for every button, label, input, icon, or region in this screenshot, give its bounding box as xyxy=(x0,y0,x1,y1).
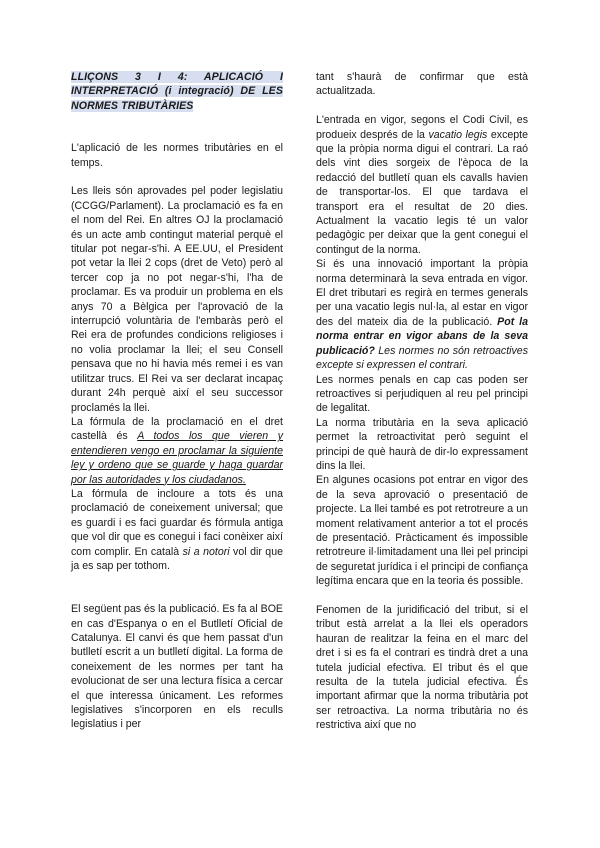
document-title: LLIÇONS 3 I 4: APLICACIÓ I INTERPRETACIÓ (i integració) DE LES NORMES TRIBUTÀRIES xyxy=(71,71,283,112)
paragraph-formula xyxy=(71,415,283,487)
intro-paragraph: L'aplicació de les normes tributàries en el temps. xyxy=(71,142,283,169)
innovation-italic: Les normes no són retroactives excepte si expressen el contrari. xyxy=(316,344,528,372)
entry-after: excepte que la pròpia norma digui el contrari. La raó dels vint dies sorgeix de l'època de la redacció del butlletí quan els cavalls havien de transportar-los. El que tardava el transport era el resultat de 20 dies. Actualment la vacatio legis té un valor pedagògic per deixar que la gent conegui el contingut de la norma. xyxy=(316,128,528,256)
formula-quote: A todos los que vieren y entendieren vengo en proclamar la siguiente ley y ordeno que se guarde y haga guardar por las autoridades y los ciudadanos. xyxy=(71,430,283,486)
entry-italic: vacatio legis xyxy=(428,128,488,141)
paragraph-universal xyxy=(71,487,283,573)
universal-italic: si a notori xyxy=(182,545,230,558)
entry-text: L'entrada en vigor, segons el Codi Civil, es produeix després de la xyxy=(316,114,528,141)
innovation-question: Pot la norma entrar en vigor abans de la seva publicació? xyxy=(316,315,529,357)
left-column xyxy=(71,70,283,732)
universal-after: vol dir que ja es sap per tothom. xyxy=(71,545,283,572)
universal-text: La fórmula de incloure a tots és una proclamació de coneixement universal; que es guardi i es faci guardar és fórmula antiga que vol dir que es conegui i faci conèixer així com complir. En català xyxy=(71,487,283,558)
paragraph-proclamation: Les lleis són aprovades pel poder legislatiu (CCGG/Parlament). La proclamació es fa en el nom del Rei. En altres OJ la proclamació és un acte amb contingut material perquè el titular pot negar-s'hi. A EE.UU, el President pot vetar la llei 2 cops (dret de Veto) però al tercer cop ja no pot negar-s'hi, l'ha de proclamar. Es va produir un problema en els anys 70 a Bèlgica per l'aprovació de la interrupció voluntària de l'embaràs però el Rei era de profundes condicions religioses i no volia proclamar la llei; el seu Consell pensava que no hi havia més remei i es van utilitzar trucs. El Rei va ser declarat incapaç durant 24h perquè així el seu successor proclamés la llei. xyxy=(71,185,283,414)
paragraph-entry-into-force xyxy=(316,113,528,257)
paragraph-innovation xyxy=(316,257,528,372)
paragraph-penal: Les normes penals en cap cas poden ser retroactives si perjudiquen al reu pel principi de legalitat. xyxy=(316,373,528,415)
paragraph-occasions: En algunes ocasions pot entrar en vigor des de la seva aprovació o presentació de projecte. La llei també es pot retrotreure a un moment relativament anterior a tot el procés de presentació. Pràcticament és impossible retrotreure il·limitadament una llei pel principi de seguretat jurídica i el principi de confiança legítima encara que en la teoria és possible. xyxy=(316,474,528,588)
right-column xyxy=(316,70,528,733)
paragraph-publication: El següent pas és la publicació. Es fa al BOE en cas d'Espanya o en el Butlletí Oficial de Catalunya. El canvi és que hem passat d'un butlletí escrit a un butlletí digital. La forma de coneixement de les normes per tant ha evolucionat de ser una lectura física a cercar el que interessa únicament. Les reformes legislatives s'incorporen en els reculls legislatius i per xyxy=(71,603,283,731)
paragraph-continuation: tant s'haurà de confirmar que està actualitzada. xyxy=(316,71,528,98)
formula-text: La fórmula de la proclamació en el dret castellà és xyxy=(71,415,283,443)
paragraph-retroactivity: La norma tributària en la seva aplicació permet la retroactivitat però seguint el principi de què haurà de dir-lo expressament dins la llei. xyxy=(316,416,528,472)
paragraph-juridification: Fenomen de la juridificació del tribut, si el tribut està arrelat a la llei els operadors hauran de realitzar la feina en el marc del dret i si es fa el contrari es tindrà dret a una tutela judicial efectiva. El tribut és el que resulta de la tutela judicial efectiva. És important afirmar que la norma tributària pot ser retroactiva. La norma tributària no és restrictiva així que no xyxy=(316,604,528,732)
innovation-text: Si és una innovació important la pròpia norma determinarà la seva entrada en vigor. El dret tributari es regirà en termes generals per una vacatio legis nul·la, al estar en vigor des del mateix dia de la publicació. xyxy=(316,258,528,328)
